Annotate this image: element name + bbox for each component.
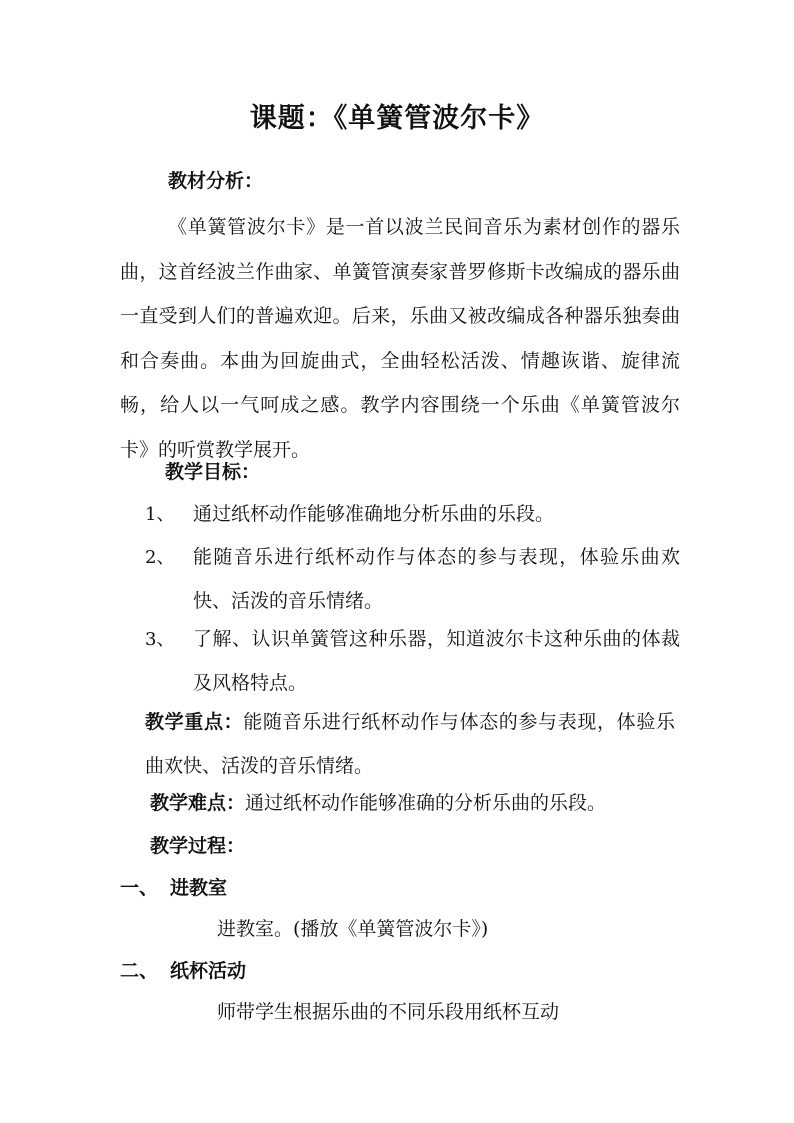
section-2-body: 师带学生根据乐曲的不同乐段用纸杯互动 <box>217 1001 560 1023</box>
analysis-body: 《单簧管波尔卡》是一首以波兰民间音乐为素材创作的器乐曲，这首经波兰作曲家、单簧管演奏家普罗修斯卡改编成的器乐曲一直受到人们的普遍欢迎。后来，乐曲又被改编成各种器乐独奏曲和合奏曲。本曲为回旋曲式，全曲轻松活泼、情趣诙谐、旋律流畅，给人以一气呵成之感。教学内容围绕一个乐曲《单簧管波尔卡》的听赏教学展开。 <box>120 216 680 461</box>
goal-3-text: 了解、认识单簧管这种乐器，知道波尔卡这种乐曲的体裁及风格特点。 <box>193 628 680 694</box>
section-1-number: 一、 <box>120 877 159 899</box>
difficulty-text: 通过纸杯动作能够准确的分析乐曲的乐段。 <box>245 792 607 814</box>
goals-heading: 教学目标： <box>165 461 261 483</box>
goal-2-text: 能随音乐进行纸杯动作与体态的参与表现，体验乐曲欢快、活泼的音乐情绪。 <box>193 546 680 612</box>
difficulty-label: 教学难点： <box>150 792 246 814</box>
section-2-number: 二、 <box>120 960 159 982</box>
goal-1-text: 通过纸杯动作能够准确地分析乐曲的乐段。 <box>193 503 555 525</box>
process-heading: 教学过程： <box>150 835 246 857</box>
section-2-title: 纸杯活动 <box>170 960 247 982</box>
key-point <box>145 700 675 788</box>
difficulty <box>150 781 680 825</box>
page-title: 课题：《单簧管波尔卡》 <box>249 103 545 134</box>
goal-2-number: 2、 <box>145 547 175 568</box>
section-1-title: 进教室 <box>170 877 228 899</box>
section-1-body: 进教室。(播放《单簧管波尔卡》) <box>217 918 489 940</box>
analysis-heading: 教材分析： <box>168 170 264 192</box>
key-point-label: 教学重点： <box>145 711 244 733</box>
goal-3-number: 3、 <box>145 629 175 650</box>
key-point-text: 能随音乐进行纸杯动作与体态的参与表现，体验乐曲欢快、活泼的音乐情绪。 <box>145 711 675 777</box>
goal-1-number: 1、 <box>145 504 175 525</box>
